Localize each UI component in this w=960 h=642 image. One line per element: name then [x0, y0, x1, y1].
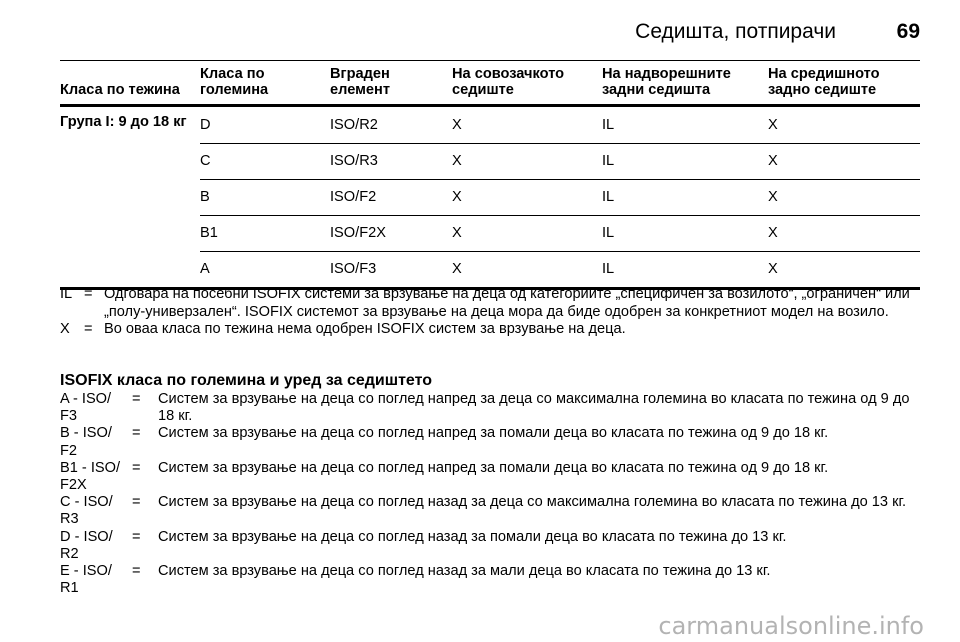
size-class-code: D - ISO/ R2 — [60, 528, 113, 562]
size-class-description: Систем за врзување на деца со поглед напред за деца со максимална големина во класата по тежина од 9 до 18 кг. — [158, 391, 910, 425]
table-row — [60, 251, 920, 289]
list-item — [60, 391, 920, 425]
legend-text: Одговара на посебни ISOFIX системи за врзување на деца од категориите „специфичен за возилото“, „ограничен“ или „полу-универзален“. ISOFIX системот за врзување на деца мора да биде одобрен за конкретниот модел на возило. — [104, 286, 910, 320]
table-cell: IL — [602, 251, 768, 289]
legend-item — [60, 321, 920, 339]
page-header — [60, 16, 920, 50]
list-item — [60, 494, 920, 528]
size-class-equals: = — [132, 563, 141, 580]
list-item — [60, 563, 920, 597]
watermark: carmanualsonline.info — [658, 612, 924, 640]
column-header-rear-center-seat: На средишното задно седиште — [768, 66, 920, 106]
size-class-code: B - ISO/ F2 — [60, 425, 112, 459]
table-cell: ISO/F2 — [330, 179, 452, 215]
isofix-table — [60, 66, 920, 290]
table-cell: X — [452, 106, 602, 144]
legend-item — [60, 286, 920, 321]
column-header-rear-outer-seats: На надворешните задни седишта — [602, 66, 768, 106]
size-class-code: C - ISO/ R3 — [60, 494, 113, 528]
table-cell: A — [200, 251, 330, 289]
size-class-equals: = — [132, 391, 141, 407]
table-cell: X — [452, 179, 602, 215]
page-number: 69 — [896, 20, 920, 43]
size-class-list — [60, 391, 920, 597]
table-cell: D — [200, 106, 330, 144]
size-class-description: Систем за врзување на деца со поглед назад за помали деца во класата по тежина до 13 кг. — [158, 528, 787, 545]
table-header-row — [60, 66, 920, 106]
legend-equals: = — [84, 321, 93, 337]
size-class-code: E - ISO/ R1 — [60, 563, 112, 597]
table-cell: X — [768, 251, 920, 289]
size-class-description: Систем за врзување на деца со поглед напред за помали деца во класата по тежина од 9 до 18 кг. — [158, 425, 829, 442]
table-cell: IL — [602, 106, 768, 144]
table-cell: X — [452, 215, 602, 251]
size-class-equals: = — [132, 459, 141, 476]
list-item — [60, 425, 920, 459]
size-class-description: Систем за врзување на деца со поглед назад за мали деца во класата по тежина до 13 кг. — [158, 563, 771, 580]
legend-code: X — [60, 321, 70, 337]
table-cell: X — [452, 251, 602, 289]
legend-equals: = — [84, 286, 93, 302]
column-header-size-class: Класа по големина — [200, 66, 330, 106]
list-item — [60, 460, 920, 494]
size-class-description: Систем за врзување на деца со поглед напред за помали деца во класата по тежина од 9 до 18 кг. — [158, 459, 829, 476]
column-header-front-passenger-seat: На совозачкото седиште — [452, 66, 602, 106]
size-class-code: B1 - ISO/ F2X — [60, 459, 121, 494]
table-cell: X — [768, 143, 920, 179]
table-cell: X — [768, 106, 920, 144]
size-class-description: Систем за врзување на деца со поглед назад за деца со максимална големина во класата по тежина до 13 кг. — [158, 494, 907, 511]
size-class-code: A - ISO/ F3 — [60, 391, 112, 425]
table-cell: ISO/F3 — [330, 251, 452, 289]
table-row — [60, 143, 920, 179]
size-class-equals: = — [132, 425, 141, 442]
list-item — [60, 529, 920, 563]
column-header-fixture: Вграден елемент — [330, 66, 452, 106]
table-cell: ISO/R3 — [330, 143, 452, 179]
header-divider — [60, 60, 920, 61]
column-header-weight-class: Класа по тежина — [60, 66, 200, 106]
table-cell: IL — [602, 215, 768, 251]
legend-text: Во оваа класа по тежина нема одобрен ISOFIX систем за врзување на деца. — [104, 321, 626, 337]
table-row — [60, 179, 920, 215]
table-cell: IL — [602, 179, 768, 215]
page-title: Седишта, потпирачи — [635, 20, 836, 43]
table-row — [60, 215, 920, 251]
legend-code: IL — [60, 286, 73, 302]
size-class-equals: = — [132, 528, 141, 545]
table-cell: X — [452, 143, 602, 179]
table-cell: C — [200, 143, 330, 179]
table-cell: ISO/F2X — [330, 215, 452, 251]
weight-group-label: Група I: 9 до 18 кг — [60, 114, 187, 130]
table-legend — [60, 286, 920, 339]
size-class-equals: = — [132, 494, 141, 511]
table-cell: ISO/R2 — [330, 106, 452, 144]
table-cell: B1 — [200, 215, 330, 251]
table-cell: X — [768, 215, 920, 251]
table-cell: X — [768, 179, 920, 215]
table-row — [60, 106, 920, 144]
section-heading: ISOFIX класа по големина и уред за седиштето — [60, 372, 433, 389]
table-cell: B — [200, 179, 330, 215]
table-cell: IL — [602, 143, 768, 179]
